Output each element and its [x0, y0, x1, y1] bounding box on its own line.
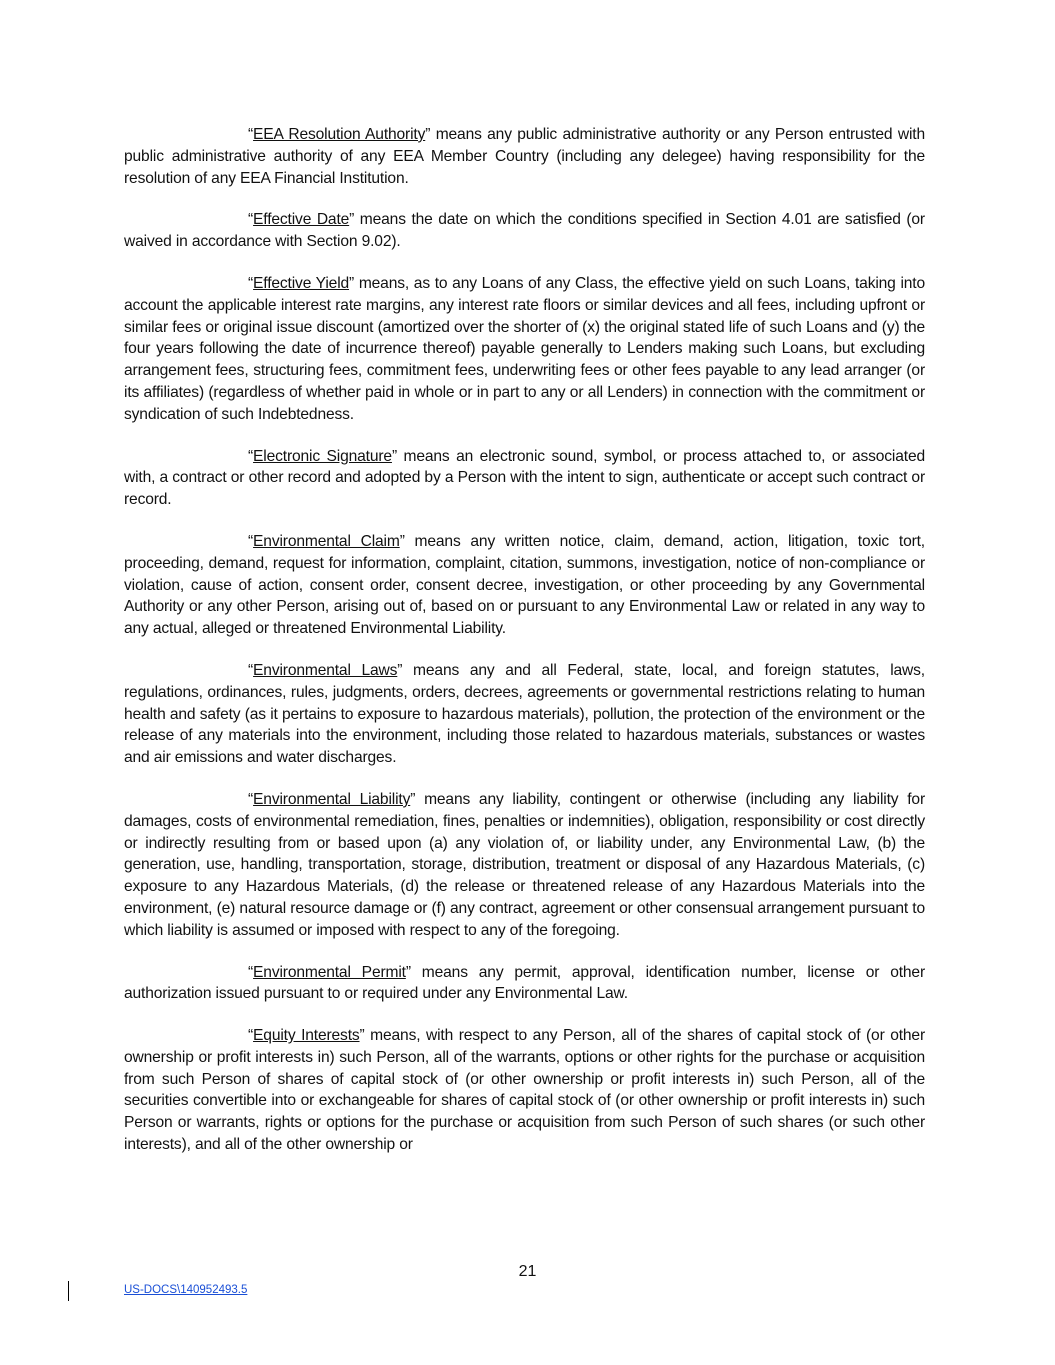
definition-text: ” means, as to any Loans of any Class, the effective yield on such Loans, taking into account the applicable interest rate margins, any interest rate floors or similar devices and all fees, including upfront or similar fees or original issue discount (amortized over the shorter of (x) the original stated life of such Loans and (y) the four years following the date of incurrence thereof) payable generally to Lenders making such Loans, but excluding arrangement fees, structuring fees, commitment fees, underwriting fees or other fees payable to any lead arranger (or its affiliates) (regardless of whether paid in whole or in part to any or all Lenders) in connection with the commitment or syndication of such Indebtedness.	[124, 274, 925, 423]
open-quote: “	[248, 661, 254, 679]
defined-term: Effective Date	[253, 211, 350, 229]
open-quote: “	[248, 1027, 254, 1045]
defined-term: Environmental Permit	[253, 963, 406, 981]
open-quote: “	[248, 447, 254, 465]
defined-term: Effective Yield	[253, 274, 350, 292]
definition-effective-date	[124, 209, 925, 253]
change-bar	[68, 1281, 69, 1301]
definition-effective-yield	[124, 273, 925, 426]
definition-text: ” means, with respect to any Person, all of the shares of capital stock of (or other ownership or profit interests in) such Person, all of the warrants, options or other rights for the purchase or acquisition from such Person of shares of capital stock of (or other ownership or profit interests in) such Person, all of the securities convertible into or exchangeable for shares of capital stock of (or other ownership or profit interests in) such Person or warrants, rights or options for the purchase or acquisition from such Person of such shares (or such other interests), and all of the other ownership or	[124, 1027, 925, 1154]
definition-text: ” means the date on which the conditions specified in Section 4.01 are satisfied (or waived in accordance with Section 9.02).	[124, 211, 925, 251]
defined-term: Environmental Liability	[253, 790, 411, 808]
defined-term: Environmental Laws	[253, 661, 398, 679]
definition-environmental-permit	[124, 962, 925, 1006]
document-body	[124, 124, 925, 1176]
definition-text: ” means any written notice, claim, demand, action, litigation, toxic tort, proceeding, demand, request for information, complaint, citation, summons, investigation, notice of non-compliance or violation, cause of action, consent order, consent decree, investigation, or other proceeding by any Governmental Authority or any other Person, arising out of, based on or pursuant to any Environmental Law or related in any way to any actual, alleged or threatened Environmental Liability.	[124, 532, 925, 638]
open-quote: “	[248, 211, 254, 229]
open-quote: “	[248, 790, 254, 808]
definition-text: ” means an electronic sound, symbol, or process attached to, or associated with, a contract or other record and adopted by a Person with the intent to sign, authenticate or accept such contract or record.	[124, 447, 925, 509]
definition-environmental-claim	[124, 531, 925, 640]
definition-text: ” means any liability, contingent or otherwise (including any liability for damages, costs of environmental remediation, fines, penalties or indemnities), obligation, responsibility or cost directly or indirectly resulting from or based upon (a) any violation of, or liability under, any Environmental Law, (b) the generation, use, handling, transportation, storage, distribution, treatment or disposal of any Hazardous Materials, (c) exposure to any Hazardous Materials, (d) the release or threatened release of any Hazardous Materials into the environment, (e) natural resource damage or (f) any contract, agreement or other consensual arrangement pursuant to which liability is assumed or imposed with respect to any of the foregoing.	[124, 790, 925, 939]
definition-text: ” means any and all Federal, state, local, and foreign statutes, laws, regulations, ordinances, rules, judgments, orders, decrees, agreements or governmental restrictions relating to human health and safety (as it pertains to exposure to hazardous materials), pollution, the protection of the environment or the release of any materials into the environment, including those related to hazardous materials, substances or wastes and air emissions and water discharges.	[124, 661, 925, 767]
definition-equity-interests	[124, 1025, 925, 1156]
defined-term: Equity Interests	[253, 1027, 360, 1045]
definition-environmental-liability	[124, 789, 925, 942]
definition-electronic-signature	[124, 446, 925, 511]
page-number: 21	[518, 1263, 537, 1280]
document-id-link[interactable]: US-DOCS\140952493.5	[124, 1284, 248, 1296]
definition-eea-resolution-authority	[124, 124, 925, 189]
defined-term: Electronic Signature	[253, 447, 392, 465]
defined-term: Environmental Claim	[253, 532, 400, 550]
open-quote: “	[248, 274, 254, 292]
open-quote: “	[248, 126, 254, 143]
open-quote: “	[248, 532, 254, 550]
definition-environmental-laws	[124, 660, 925, 769]
definition-text: ” means any permit, approval, identification number, license or other authorization issued pursuant to or required under any Environmental Law.	[124, 963, 925, 1003]
open-quote: “	[248, 963, 254, 981]
definition-text: ” means any public administrative authority or any Person entrusted with public administrative authority of any EEA Member Country (including any delegee) having responsibility for the resolution of any EEA Financial Institution.	[124, 126, 925, 187]
defined-term: EEA Resolution Authority	[253, 126, 426, 143]
